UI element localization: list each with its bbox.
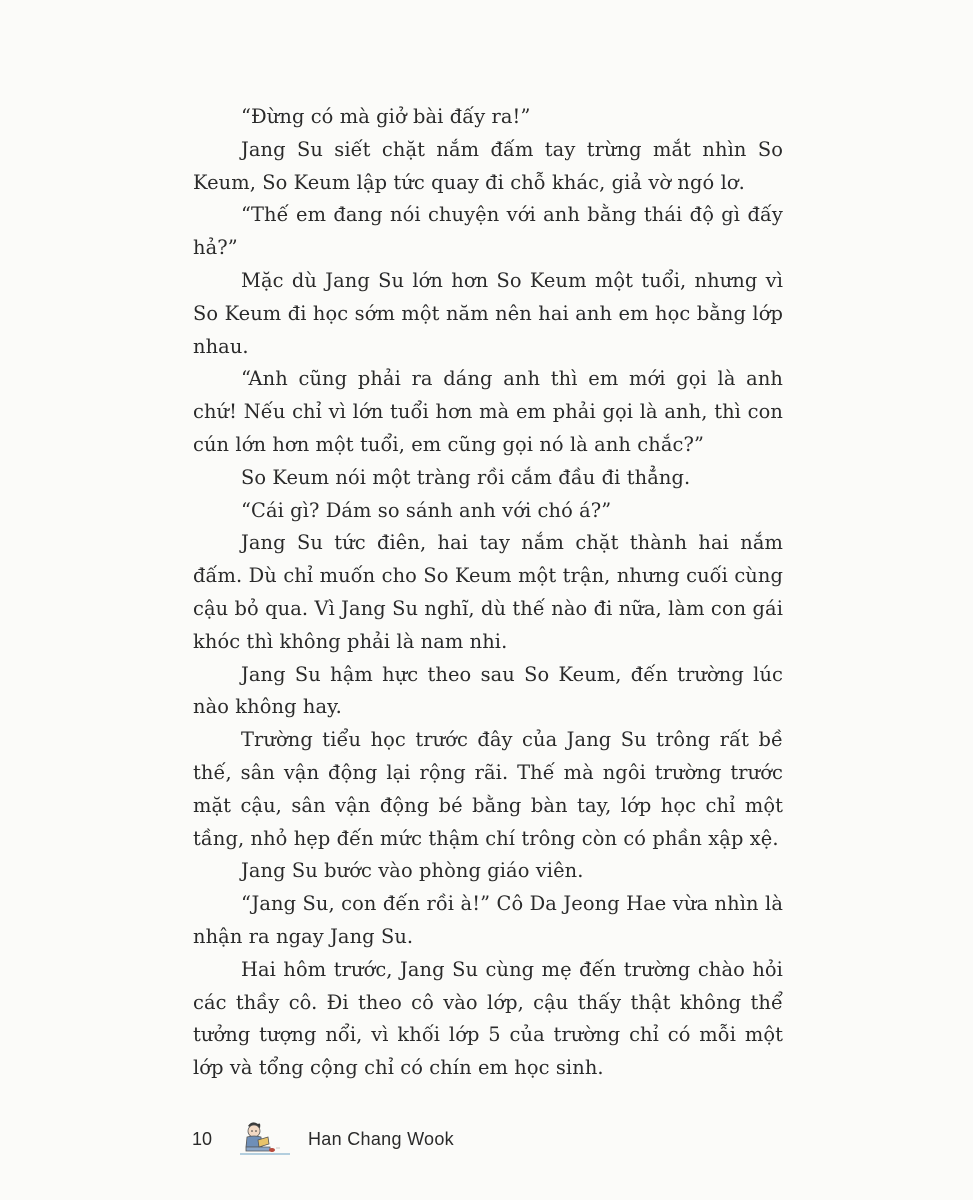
author-name: Han Chang Wook bbox=[308, 1128, 454, 1149]
paragraph: “Thế em đang nói chuyện với anh bằng thái độ gì đấy hả?” bbox=[193, 203, 783, 260]
paragraph: Jang Su tức điên, hai tay nắm chặt thành hai nắm đấm. Dù chỉ muốn cho So Keum một trận, nhưng cuối cùng cậu bỏ qua. Vì Jang Su nghĩ, dù thế nào đi nữa, làm con gái khóc thì không phải là nam nhi. bbox=[193, 531, 783, 653]
page-footer bbox=[192, 1118, 592, 1160]
paragraph: So Keum nói một tràng rồi cắm đầu đi thẳng. bbox=[241, 465, 691, 489]
paragraph: Jang Su bước vào phòng giáo viên. bbox=[241, 859, 584, 883]
paragraph: Jang Su hậm hực theo sau So Keum, đến trường lúc nào không hay. bbox=[193, 662, 783, 719]
paragraph: Jang Su siết chặt nắm đấm tay trừng mắt nhìn So Keum, So Keum lập tức quay đi chỗ khác, giả vờ ngó lơ. bbox=[193, 137, 783, 194]
paragraph: “Đừng có mà giở bài đấy ra!” bbox=[241, 105, 531, 128]
paragraph: Hai hôm trước, Jang Su cùng mẹ đến trường chào hỏi các thầy cô. Đi theo cô vào lớp, cậu thấy thật không thể tưởng tượng nổi, vì khối lớp 5 của trường chỉ có mỗi một lớp và tổng cộng chỉ có chín em học sinh. bbox=[193, 957, 783, 1080]
page-number: 10 bbox=[192, 1128, 213, 1149]
child-reading-illustration-icon bbox=[236, 1120, 294, 1158]
paragraph: “Cái gì? Dám so sánh anh với chó á?” bbox=[241, 498, 612, 522]
paragraph: Mặc dù Jang Su lớn hơn So Keum một tuổi, nhưng vì So Keum đi học sớm một năm nên hai anh em học bằng lớp nhau. bbox=[193, 268, 783, 358]
body-text bbox=[193, 101, 783, 1085]
paragraph: “Jang Su, con đến rồi à!” Cô Da Jeong Hae vừa nhìn là nhận ra ngay Jang Su. bbox=[193, 892, 783, 948]
paragraph: “Anh cũng phải ra dáng anh thì em mới gọi là anh chứ! Nếu chỉ vì lớn tuổi hơn mà em phải gọi là anh, thì con cún lớn hơn một tuổi, em cũng gọi nó là anh chắc?” bbox=[193, 367, 783, 456]
paragraph: Trường tiểu học trước đây của Jang Su trông rất bề thế, sân vận động lại rộng rãi. Thế mà ngôi trường trước mặt cậu, sân vận động bé bằng bàn tay, lớp học chỉ một tầng, nhỏ hẹp đến mức thậm chí trông còn có phần xập xệ. bbox=[193, 728, 783, 850]
